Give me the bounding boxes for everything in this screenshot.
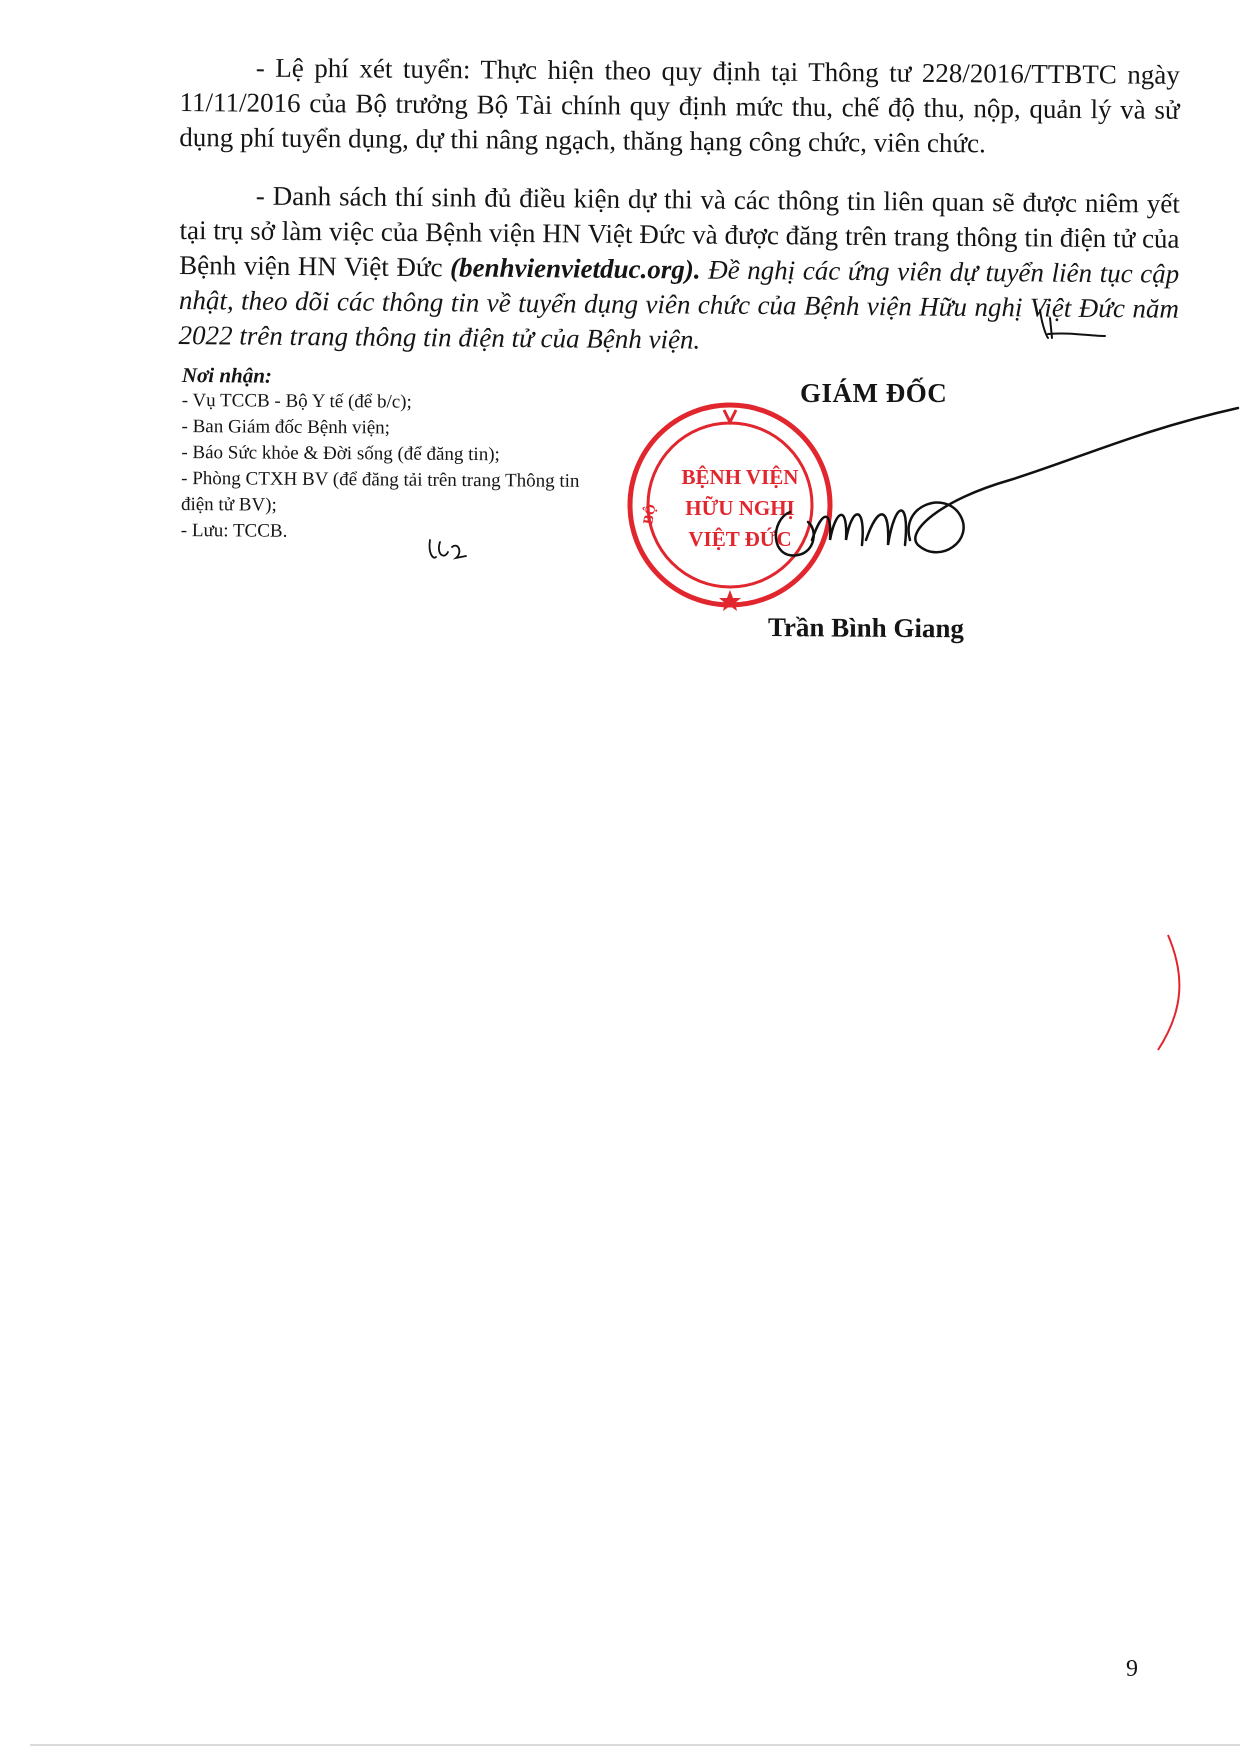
initials-mark	[1040, 310, 1105, 338]
recipient-item: - Vụ TCCB - Bộ Y tế (để b/c);	[181, 389, 412, 413]
fee-paragraph: - Lệ phí xét tuyển: Thực hiện theo quy định tại Thông tư 228/2016/TTBTC ngày 11/11/2016 của Bộ trưởng Bộ Tài chính quy định mức thu, chế độ thu, nộp, quản lý và sử dụng phí tuyển dụng, dự thi nâng ngạch, thăng hạng công chức, viên chức.	[179, 52, 1180, 159]
seal-line-2: HỮU NGHỊ	[685, 496, 795, 520]
recipient-item: - Lưu: TCCB.	[180, 519, 288, 542]
seal-star-icon	[719, 590, 741, 611]
signer-title: GIÁM ĐỐC	[800, 378, 948, 408]
recipients-heading: Nơi nhận:	[181, 362, 273, 388]
recipient-item: - Báo Sức khỏe & Đời sống (để đăng tin);	[181, 441, 500, 466]
director-signature	[776, 408, 1238, 555]
candidate-list-text: - Danh sách thí sinh đủ điều kiện dự thi và các thông tin liên quan sẽ được niêm yết tại trụ sở làm việc của Bệnh viện HN Việt Đức và được đăng trên trang thông tin điện tử của Bệnh viện HN Việt Đức	[179, 180, 1180, 283]
page-edge-seal-fragment	[1158, 935, 1179, 1050]
recipient-item: - Phòng CTXH BV (để đăng tải trên trang Thông tin điện tử BV);	[180, 467, 580, 516]
seal-line-3: VIỆT ĐỨC	[688, 527, 792, 551]
clerk-initials	[430, 540, 466, 558]
recipient-item: - Ban Giám đốc Bệnh viện;	[181, 415, 391, 439]
signer-name: Trần Bình Giang	[767, 612, 965, 644]
seal-side-text: BỘ	[641, 503, 660, 526]
website-link: (benhvienvietduc.org).	[449, 252, 701, 285]
page-number: 9	[1126, 1656, 1138, 1682]
hospital-seal	[630, 405, 830, 611]
seal-line-1: BỆNH VIỆN	[681, 465, 799, 489]
candidate-advice-text: Đề nghị các ứng viên dự tuyển liên tục cập nhật, theo dõi các thông tin về tuyển dụng viên chức của Bệnh viện Hữu nghị Việt Đức năm 2022 trên trang thông tin điện tử của Bệnh viện.	[178, 254, 1180, 355]
